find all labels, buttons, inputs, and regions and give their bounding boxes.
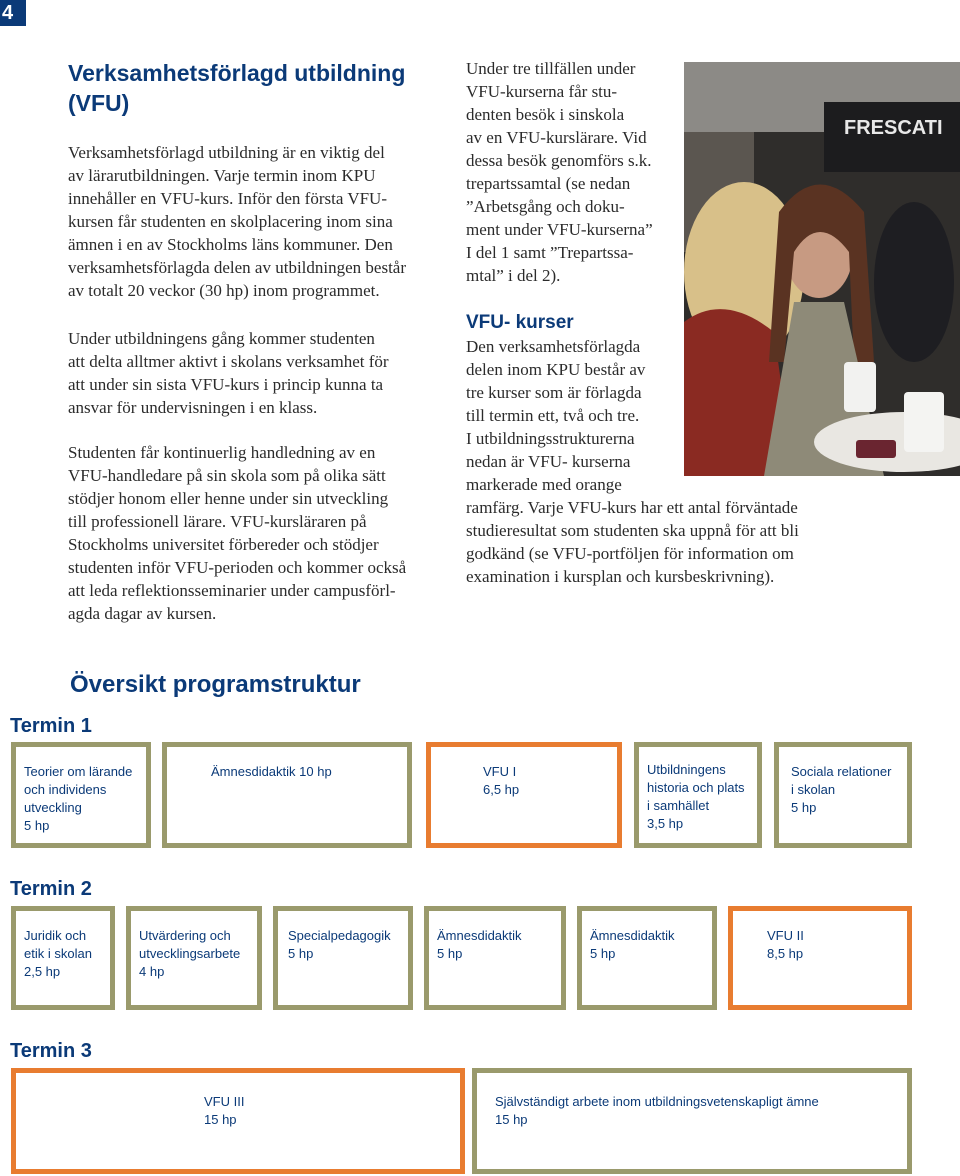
course-card bbox=[162, 742, 412, 848]
course-text: och individens bbox=[24, 782, 107, 797]
course-text: 15 hp bbox=[495, 1112, 528, 1127]
text-line: I del 1 samt ”Trepartssa- bbox=[466, 243, 634, 262]
course-card bbox=[472, 1068, 912, 1174]
text-line: tre kurser som är förlagda bbox=[466, 383, 642, 402]
text-line: av lärarutbildningen. Varje termin inom KPU bbox=[68, 166, 376, 185]
course-text: 5 hp bbox=[590, 946, 616, 961]
vfu-course-card bbox=[426, 742, 622, 848]
section-heading-line: (VFU) bbox=[68, 90, 130, 116]
text-line: Den verksamhetsförlagda bbox=[466, 337, 641, 356]
text-line: Verksamhetsförlagd utbildning är en viktig del bbox=[68, 143, 385, 162]
course-card bbox=[11, 742, 151, 848]
course-text: 2,5 hp bbox=[24, 964, 61, 979]
text-line: studenten inför VFU-perioden och kommer också bbox=[68, 558, 407, 577]
text-line: ramfärg. Varje VFU-kurs har ett antal förväntade bbox=[466, 498, 798, 517]
course-card bbox=[774, 742, 912, 848]
text-line: verksamhetsförlagda delen av utbildningen består bbox=[68, 258, 406, 277]
term-2-label: Termin 2 bbox=[10, 878, 92, 900]
course-card bbox=[424, 906, 566, 1010]
text-line: VFU-kurserna får stu- bbox=[466, 82, 618, 101]
text-line: att leda reflektionsseminarier under campusförl- bbox=[68, 581, 396, 600]
text-line: delen inom KPU består av bbox=[466, 360, 646, 379]
course-text: Självständigt arbete inom utbildningsvetenskapligt ämne bbox=[495, 1094, 819, 1109]
text-line: markerade med orange bbox=[466, 475, 622, 494]
text-line: Under utbildningens gång kommer studenten bbox=[68, 329, 375, 348]
text-line: kursen får studenten en skolplacering inom sina bbox=[68, 212, 393, 231]
course-text: VFU II bbox=[767, 928, 804, 943]
text-line: I utbildningsstrukturerna bbox=[466, 429, 635, 448]
course-card bbox=[577, 906, 717, 1010]
course-text: 15 hp bbox=[204, 1112, 237, 1127]
term-1-label: Termin 1 bbox=[10, 715, 92, 737]
course-text: 5 hp bbox=[288, 946, 314, 961]
text-line: dessa besök genomförs s.k. bbox=[466, 151, 652, 170]
text-line: av en VFU-kurslärare. Vid bbox=[466, 128, 647, 147]
vfu-course-card bbox=[728, 906, 912, 1010]
text-line: att delta alltmer aktivt i skolans verksamhet för bbox=[68, 352, 389, 371]
text-line: Under tre tillfällen under bbox=[466, 59, 636, 78]
course-text: i skolan bbox=[791, 782, 836, 797]
course-text: 8,5 hp bbox=[767, 946, 804, 961]
text-line: ämnen i en av Stockholms läns kommuner. Den bbox=[68, 235, 393, 254]
text-line: studieresultat som studenten ska uppnå för att bli bbox=[466, 521, 799, 540]
course-text: Sociala relationer bbox=[791, 764, 892, 779]
course-text: etik i skolan bbox=[24, 946, 92, 961]
text-line: av totalt 20 veckor (30 hp) inom programmet. bbox=[68, 281, 380, 300]
section-heading bbox=[68, 58, 448, 118]
photo-sign-text: FRESCATI bbox=[844, 117, 943, 139]
supervision-paragraph bbox=[68, 441, 468, 625]
course-text: i samhället bbox=[647, 798, 710, 813]
course-text: Teorier om lärande bbox=[24, 764, 133, 779]
intro-paragraph bbox=[68, 141, 468, 302]
photo-students-cafe bbox=[684, 62, 960, 476]
course-text: 6,5 hp bbox=[483, 782, 520, 797]
page-number: 4 bbox=[0, 0, 26, 26]
course-text: VFU I bbox=[483, 764, 517, 779]
progression-paragraph bbox=[68, 327, 468, 419]
course-card bbox=[273, 906, 413, 1010]
text-line: till professionell lärare. VFU-kursläraren på bbox=[68, 512, 367, 531]
text-line: Stockholms universitet förbereder och stödjer bbox=[68, 535, 379, 554]
course-text: Juridik och bbox=[24, 928, 87, 943]
text-line: denten besök i sinskola bbox=[466, 105, 625, 124]
course-text: 3,5 hp bbox=[647, 816, 684, 831]
text-line: stödjer honom eller henne under sin utveckling bbox=[68, 489, 389, 508]
vfu-courses-heading: VFU- kurser bbox=[466, 312, 574, 333]
course-text: Utvärdering och bbox=[139, 928, 231, 943]
course-text: 5 hp bbox=[437, 946, 463, 961]
course-text: Ämnesdidaktik 10 hp bbox=[211, 764, 332, 779]
course-text: Ämnesdidaktik bbox=[437, 928, 522, 943]
text-line: trepartssamtal (se nedan bbox=[466, 174, 631, 193]
term-3-label: Termin 3 bbox=[10, 1040, 92, 1062]
course-text: 5 hp bbox=[24, 818, 50, 833]
text-line: att under sin sista VFU-kurs i princip kunna ta bbox=[68, 375, 384, 394]
vfu-course-card bbox=[11, 1068, 465, 1174]
course-text: utvecklingsarbete bbox=[139, 946, 241, 961]
course-text: 4 hp bbox=[139, 964, 165, 979]
section-heading-line: Verksamhetsförlagd utbildning bbox=[68, 60, 406, 86]
overview-heading: Översikt programstruktur bbox=[70, 671, 361, 698]
course-text: Specialpedagogik bbox=[288, 928, 391, 943]
course-card bbox=[634, 742, 762, 848]
text-line: mtal” i del 2). bbox=[466, 266, 561, 285]
text-line: VFU-handledare på sin skola som på olika sätt bbox=[68, 466, 386, 485]
text-line: ment under VFU-kurserna” bbox=[466, 220, 653, 239]
text-line: godkänd (se VFU-portföljen för information om bbox=[466, 544, 794, 563]
course-text: 5 hp bbox=[791, 800, 817, 815]
text-line: nedan är VFU- kurserna bbox=[466, 452, 631, 471]
text-line: Studenten får kontinuerlig handledning av en bbox=[68, 443, 376, 462]
course-text: historia och plats bbox=[647, 780, 745, 795]
photo-illustration bbox=[684, 62, 960, 476]
text-line: ansvar för undervisningen i en klass. bbox=[68, 398, 318, 417]
course-text: Ämnesdidaktik bbox=[590, 928, 675, 943]
course-card bbox=[126, 906, 262, 1010]
course-text: Utbildningens bbox=[647, 762, 726, 777]
text-line: innehåller en VFU-kurs. Inför den första VFU- bbox=[68, 189, 387, 208]
text-line: examination i kursplan och kursbeskrivning). bbox=[466, 567, 775, 586]
text-line: ”Arbetsgång och doku- bbox=[466, 197, 625, 216]
text-line: agda dagar av kursen. bbox=[68, 604, 217, 623]
course-card bbox=[11, 906, 115, 1010]
text-line: till termin ett, två och tre. bbox=[466, 406, 640, 425]
visit-paragraph bbox=[466, 57, 653, 287]
course-text: VFU III bbox=[204, 1094, 245, 1109]
course-text: utveckling bbox=[24, 800, 82, 815]
